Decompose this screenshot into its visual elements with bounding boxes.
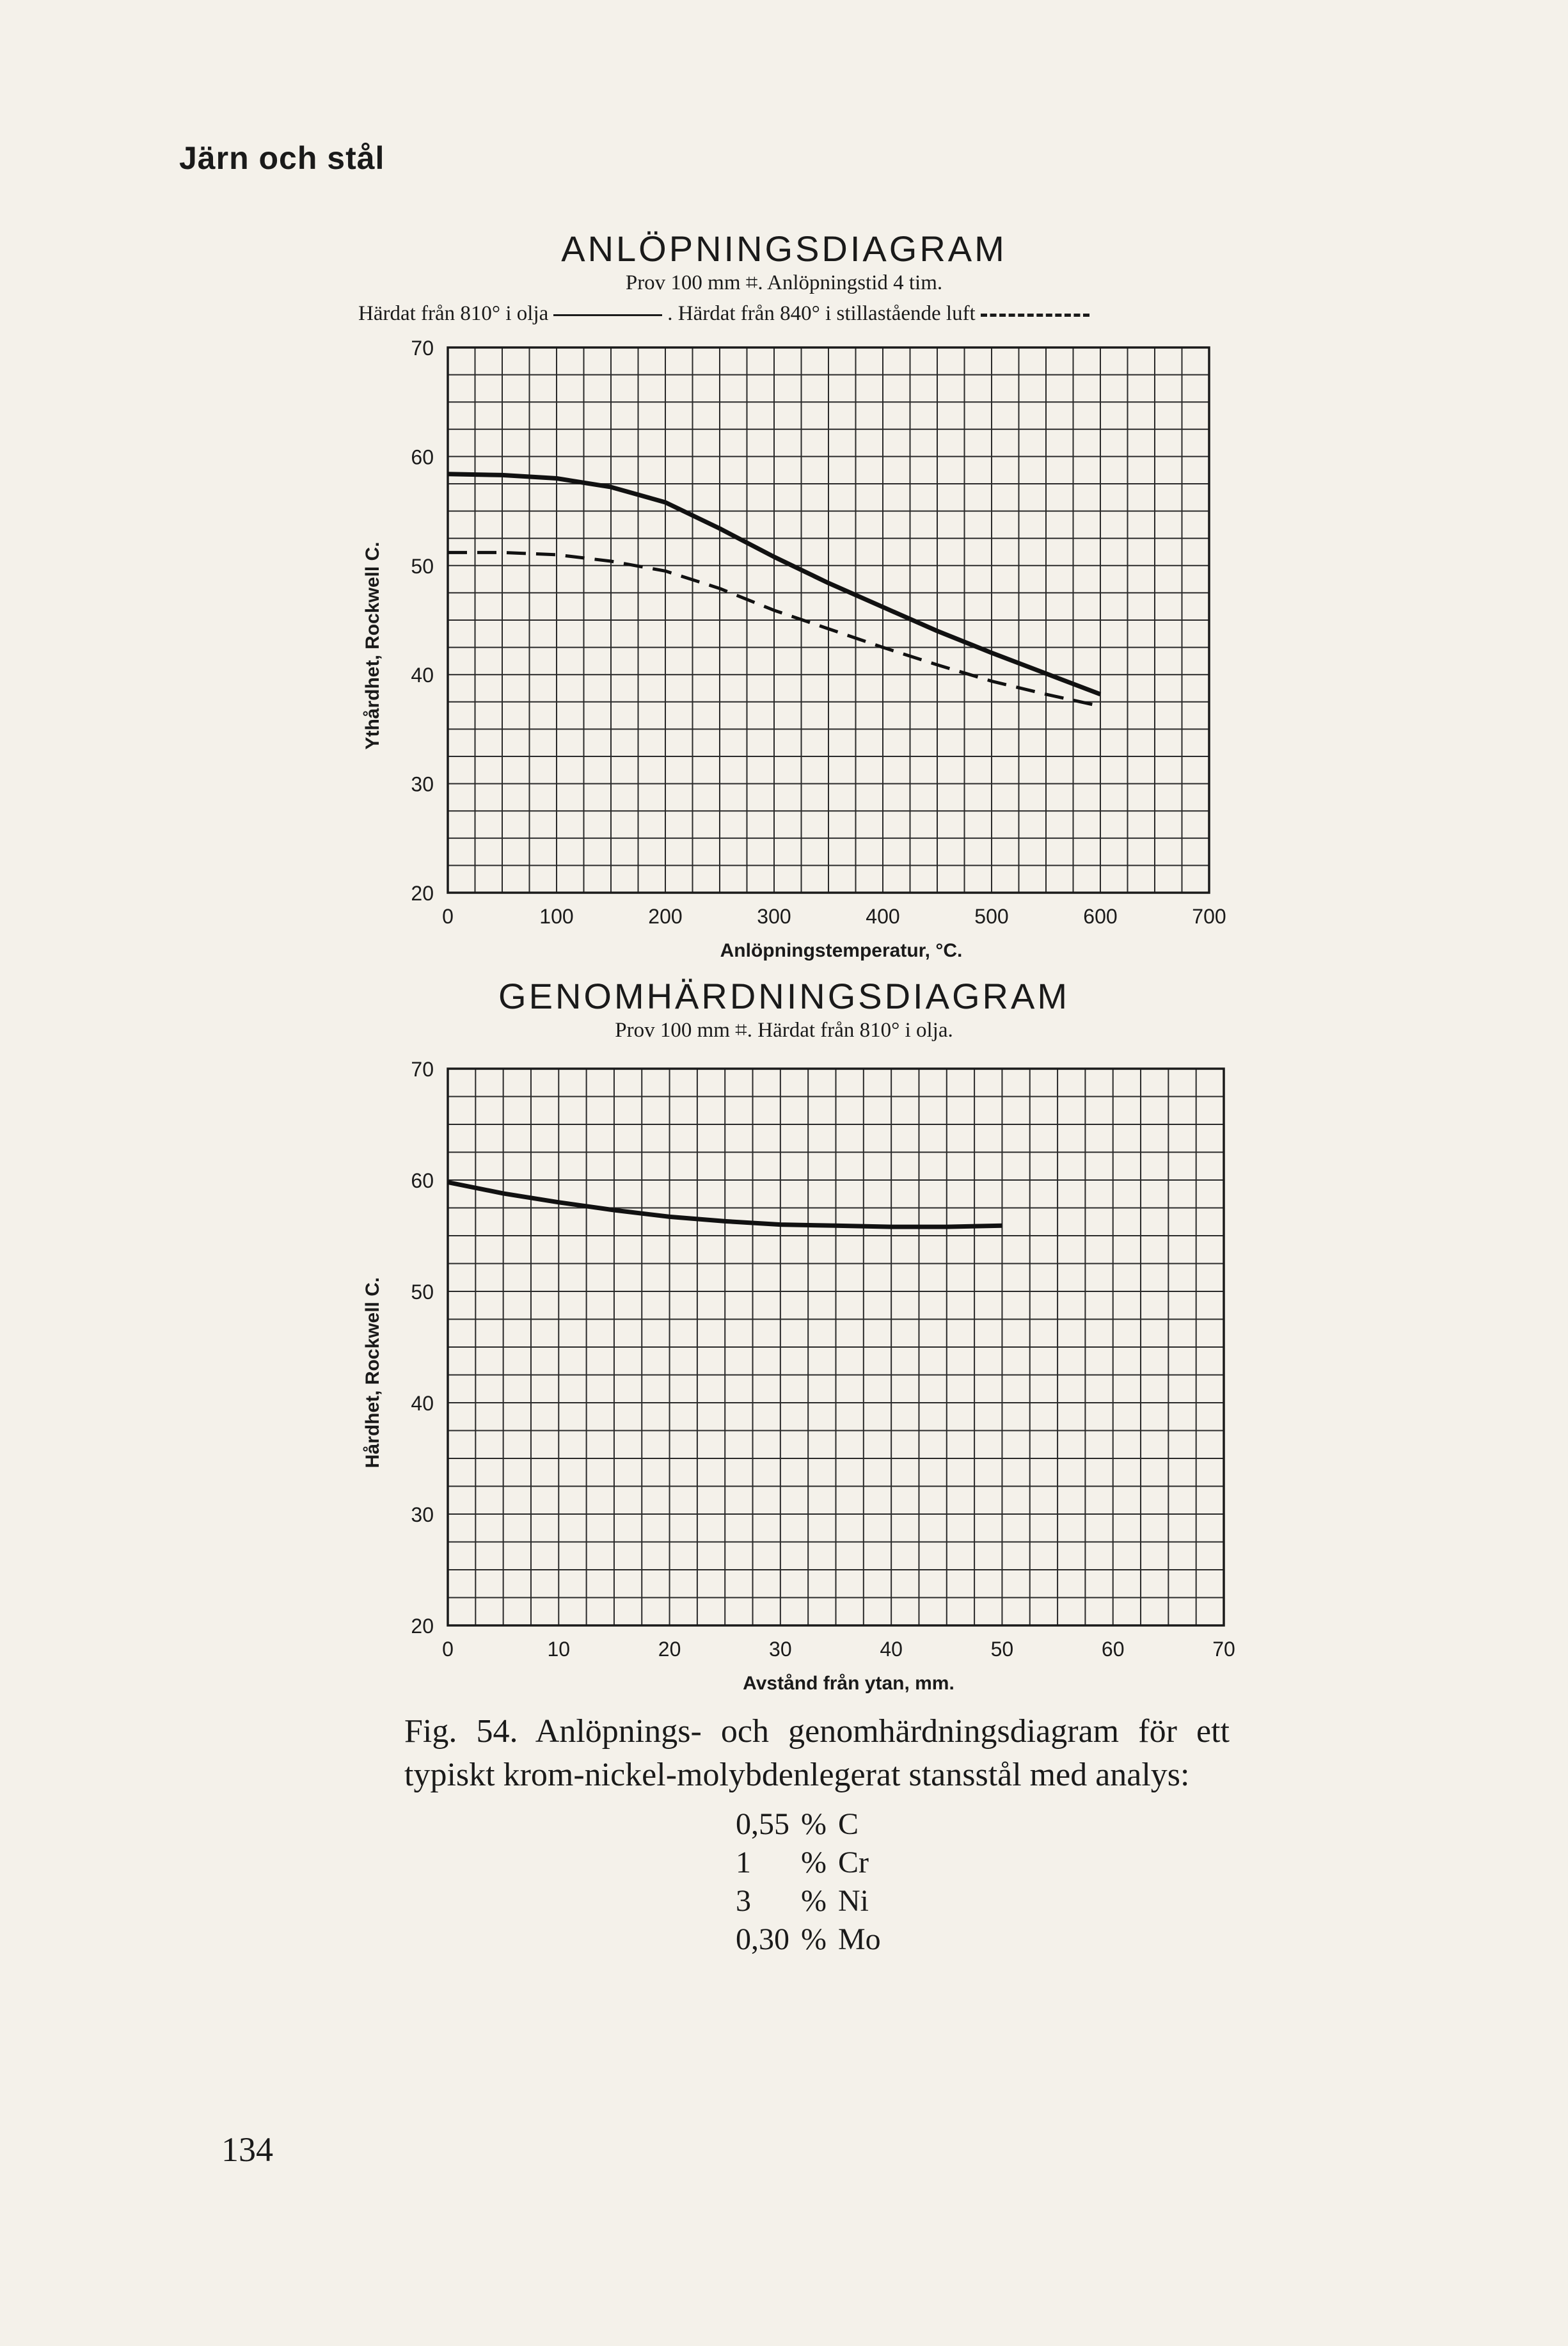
y-tick-label: 30 — [411, 1503, 434, 1526]
through-hardening-chart — [0, 960, 1568, 1702]
x-tick-label: 70 — [1212, 1638, 1235, 1661]
x-tick-label: 10 — [547, 1638, 571, 1661]
x-tick-label: 400 — [866, 905, 900, 928]
x-tick-label: 20 — [658, 1638, 681, 1661]
x-tick-label: 600 — [1083, 905, 1118, 928]
y-axis-label: Ythårdhet, Rockwell C. — [362, 541, 383, 750]
analysis-element: Mo — [837, 1922, 881, 1956]
analysis-value: 0,30 — [736, 1922, 789, 1956]
x-tick-label: 0 — [442, 905, 454, 928]
x-axis-label: Avstånd från ytan, mm. — [743, 1673, 954, 1694]
x-tick-label: 30 — [769, 1638, 792, 1661]
x-tick-label: 200 — [648, 905, 683, 928]
y-tick-label: 40 — [411, 1392, 434, 1415]
x-tick-label: 700 — [1192, 905, 1226, 928]
analysis-unit: % — [801, 1883, 827, 1918]
analysis-row — [736, 1805, 892, 1843]
y-tick-label: 50 — [411, 554, 434, 578]
x-tick-label: 60 — [1101, 1638, 1125, 1661]
y-tick-label: 40 — [411, 664, 434, 687]
x-axis-label: Anlöpningstemperatur, °C. — [720, 940, 963, 961]
analysis-unit: % — [801, 1922, 827, 1956]
x-tick-label: 500 — [974, 905, 1009, 928]
x-tick-label: 300 — [757, 905, 791, 928]
chart1-subtitle: Prov 100 mm ⌗. Anlöpningstid 4 tim. — [625, 271, 943, 294]
grid — [448, 1069, 1224, 1625]
y-tick-label: 70 — [411, 337, 434, 360]
running-head: Järn och stål — [179, 140, 385, 176]
y-tick-label: 30 — [411, 772, 434, 796]
tempering-chart — [0, 0, 1568, 973]
y-tick-label: 20 — [411, 882, 434, 905]
y-tick-label: 70 — [411, 1058, 434, 1081]
y-tick-label: 60 — [411, 445, 434, 469]
y-axis-label: Hårdhet, Rockwell C. — [362, 1277, 383, 1469]
analysis-row — [736, 1920, 892, 1958]
analysis-value: 3 — [736, 1883, 751, 1918]
analysis-unit: % — [801, 1807, 827, 1841]
chart2-subtitle: Prov 100 mm ⌗. Härdat från 810° i olja. — [615, 1019, 953, 1042]
y-tick-label: 20 — [411, 1615, 434, 1638]
legend-dashed-label: . Härdat från 840° i stillastående luft — [667, 302, 976, 325]
x-tick-label: 50 — [990, 1638, 1014, 1661]
analysis-table — [736, 1805, 892, 1958]
figure-caption: Fig. 54. Anlöpnings- och genomhärdningsdiagram för ett typiskt krom-nickel-molybdenlegerat stansstål med analys: — [404, 1713, 1230, 1793]
y-tick-label: 60 — [411, 1169, 434, 1192]
analysis-row — [736, 1843, 892, 1881]
page-number: 134 — [221, 2130, 273, 2169]
y-tick-label: 50 — [411, 1281, 434, 1304]
analysis-unit: % — [801, 1845, 827, 1879]
analysis-value: 0,55 — [736, 1807, 789, 1841]
analysis-element: Cr — [837, 1845, 869, 1879]
chart1-title: ANLÖPNINGSDIAGRAM — [561, 228, 1007, 269]
analysis-value: 1 — [736, 1845, 751, 1879]
x-tick-label: 0 — [442, 1638, 454, 1661]
x-tick-label: 40 — [880, 1638, 903, 1661]
analysis-element: Ni — [837, 1883, 869, 1918]
x-tick-label: 100 — [539, 905, 574, 928]
grid — [448, 347, 1209, 893]
chart2-title: GENOMHÄRDNINGSDIAGRAM — [498, 976, 1070, 1016]
legend-solid-label: Härdat från 810° i olja — [358, 302, 549, 325]
analysis-element: C — [837, 1807, 859, 1841]
analysis-row — [736, 1881, 892, 1920]
